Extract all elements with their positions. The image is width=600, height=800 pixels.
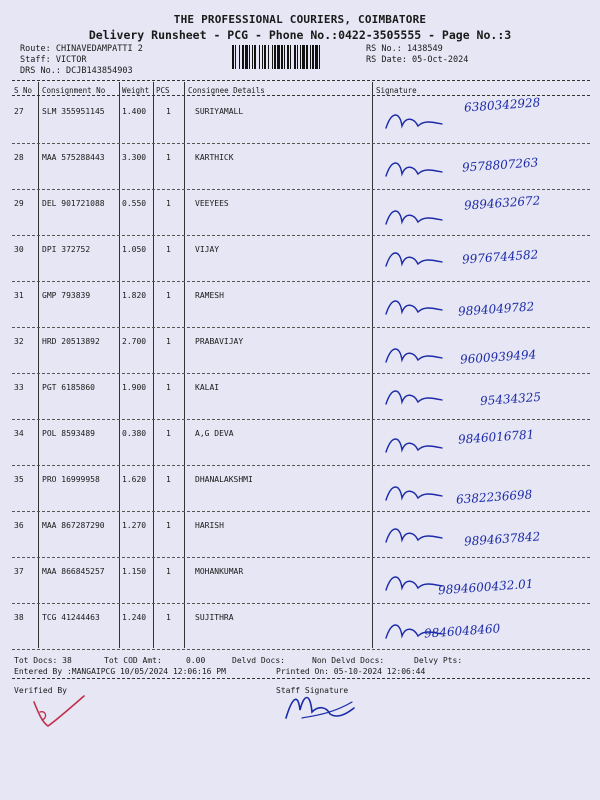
barcode-bar [259, 45, 260, 69]
barcode-bar [302, 45, 305, 69]
delivered-docs: Delvd Docs: [232, 656, 285, 665]
consignee-name: PRABAVIJAY [195, 337, 244, 346]
pieces-count: 1 [166, 153, 171, 162]
pieces-count: 1 [166, 475, 171, 484]
drs-number: DRS No.: DCJB143854903 [20, 66, 133, 76]
col-header-pcs: PCS [156, 86, 170, 95]
barcode-bar [249, 45, 250, 69]
signature-cell [372, 512, 598, 558]
barcode-bar [245, 45, 248, 69]
pieces-count: 1 [166, 337, 171, 346]
document-title: Delivery Runsheet - PCG - Phone No.:0422-3505555 - Page No.:3 [88, 28, 512, 42]
consignment-number: PRO 16999958 [42, 475, 100, 484]
signature-cell [372, 282, 598, 328]
non-delivered-docs: Non Delvd Docs: [312, 656, 385, 665]
serial-number: 37 [14, 567, 24, 576]
barcode-bar [262, 45, 263, 69]
barcode-bar [284, 45, 285, 69]
barcode-bar [235, 45, 236, 69]
pieces-count: 1 [166, 245, 171, 254]
weight-value: 2.700 [122, 337, 147, 346]
barcode-bar [281, 45, 283, 69]
col-header-weight: Weight [122, 86, 150, 95]
serial-number: 29 [14, 199, 24, 208]
consignment-number: GMP 793839 [42, 291, 91, 300]
pieces-count: 1 [166, 107, 171, 116]
weight-value: 0.550 [122, 199, 147, 208]
signature-phone: 9846048460 [423, 621, 501, 641]
consignee-name: VEEYEES [195, 199, 229, 208]
consignment-number: MAA 866845257 [42, 567, 105, 576]
signature-phone: 9894637842 [463, 529, 541, 549]
barcode-bar [297, 45, 298, 69]
barcode-bar [319, 45, 320, 69]
col-header-sno: S No [14, 86, 33, 95]
weight-value: 1.820 [122, 291, 147, 300]
col-header-consignment: Consignment No [42, 86, 106, 95]
serial-number: 32 [14, 337, 24, 346]
pieces-count: 1 [166, 429, 171, 438]
barcode-bar [264, 45, 266, 69]
signature-cell [372, 420, 598, 466]
total-docs: Tot Docs: 38 [14, 656, 72, 665]
rs-number: RS No.: 1438549 [366, 44, 443, 54]
barcode-bar [239, 45, 240, 69]
weight-value: 1.900 [122, 383, 147, 392]
serial-number: 27 [14, 107, 24, 116]
table-row [0, 420, 600, 466]
weight-value: 3.300 [122, 153, 147, 162]
serial-number: 33 [14, 383, 24, 392]
serial-number: 34 [14, 429, 24, 438]
serial-number: 30 [14, 245, 24, 254]
col-header-consignee: Consignee Details [188, 86, 265, 95]
weight-value: 1.620 [122, 475, 147, 484]
signature-cell [372, 328, 598, 374]
consignee-name: VIJAY [195, 245, 220, 254]
serial-number: 31 [14, 291, 24, 300]
weight-value: 1.240 [122, 613, 147, 622]
consignment-number: HRD 20513892 [42, 337, 100, 346]
signature-cell [372, 190, 598, 236]
consignment-number: TCG 41244463 [42, 613, 100, 622]
barcode-bar [290, 45, 291, 69]
consignment-number: MAA 575288443 [42, 153, 105, 162]
barcode-bar [300, 45, 301, 69]
signature-cell [372, 95, 598, 144]
weight-value: 0.380 [122, 429, 147, 438]
signature-cell [372, 236, 598, 282]
signature-cell [372, 466, 598, 512]
consignee-name: SURIYAMALL [195, 107, 244, 116]
consignment-number: PGT 6185860 [42, 383, 95, 392]
verified-by-label: Verified By [14, 686, 67, 695]
column-header-divider [12, 95, 590, 96]
serial-number: 36 [14, 521, 24, 530]
delivery-points: Delvy Pts: [414, 656, 463, 665]
table-row [0, 95, 600, 144]
consignment-number: SLM 355951145 [42, 107, 105, 116]
barcode-bar [277, 45, 280, 69]
total-cod-label: Tot COD Amt: [104, 656, 162, 665]
table-row [0, 604, 600, 650]
signature-cell [372, 144, 598, 190]
signature-phone: 6382236698 [455, 487, 533, 507]
consignment-number: POL 8593489 [42, 429, 95, 438]
signature-phone: 9894049782 [457, 299, 535, 319]
verification-tick-mark [28, 692, 88, 734]
barcode-bar [254, 45, 256, 69]
company-name: THE PROFESSIONAL COURIERS, COIMBATORE [173, 13, 427, 26]
barcode-bar [268, 45, 269, 69]
barcode-bar [310, 45, 311, 69]
consignment-number: MAA 867287290 [42, 521, 105, 530]
consignee-name: A,G DEVA [195, 429, 234, 438]
entered-by: Entered By :MANGAIPCG 10/05/2024 12:06:16 PM [14, 667, 226, 676]
barcode-bar [274, 45, 276, 69]
consignee-name: DHANALAKSHMI [195, 475, 253, 484]
table-row [0, 190, 600, 236]
pieces-count: 1 [166, 613, 171, 622]
total-cod-amount: 0.00 [186, 656, 206, 665]
route-label: Route: CHINAVEDAMPATTI 2 [20, 44, 143, 54]
barcode-bar [306, 45, 308, 69]
consignee-name: RAMESH [195, 291, 224, 300]
staff-label: Staff: VICTOR [20, 55, 87, 65]
signature-phone: 9578807263 [461, 155, 539, 175]
barcode-bar [315, 45, 318, 69]
table-row [0, 282, 600, 328]
table-row [0, 466, 600, 512]
barcode [232, 45, 360, 69]
signature-cell [372, 604, 598, 650]
barcode-bar [242, 45, 244, 69]
signature-phone: 9600939494 [459, 347, 537, 367]
signature-phone: 9894632672 [463, 193, 541, 213]
barcode-bar [272, 45, 273, 69]
consignee-name: HARISH [195, 521, 224, 530]
footer-divider [12, 678, 590, 679]
consignee-name: SUJITHRA [195, 613, 234, 622]
rs-date: RS Date: 05-Oct-2024 [366, 55, 469, 65]
col-header-signature: Signature [376, 86, 417, 95]
serial-number: 35 [14, 475, 24, 484]
weight-value: 1.400 [122, 107, 147, 116]
row-divider [12, 649, 590, 650]
weight-value: 1.150 [122, 567, 147, 576]
pieces-count: 1 [166, 291, 171, 300]
pieces-count: 1 [166, 199, 171, 208]
header-divider [12, 80, 590, 81]
pieces-count: 1 [166, 521, 171, 530]
signature-phone: 6380342928 [463, 95, 541, 115]
signature-scribble [372, 466, 598, 512]
consignee-name: KALAI [195, 383, 220, 392]
pieces-count: 1 [166, 567, 171, 576]
barcode-bar [287, 45, 289, 69]
barcode-bar [312, 45, 314, 69]
weight-value: 1.270 [122, 521, 147, 530]
table-row [0, 512, 600, 558]
table-row [0, 374, 600, 420]
signature-cell [372, 374, 598, 420]
consignee-name: MOHANKUMAR [195, 567, 244, 576]
table-row [0, 558, 600, 604]
printed-on: Printed On: 05-10-2024 12:06:44 [276, 667, 426, 676]
table-row [0, 144, 600, 190]
consignee-name: KARTHICK [195, 153, 234, 162]
consignment-number: DEL 901721088 [42, 199, 105, 208]
signature-phone: 95434325 [479, 389, 542, 409]
table-row [0, 328, 600, 374]
staff-signature-mark [282, 688, 362, 724]
signature-phone: 9846016781 [457, 427, 535, 447]
signature-phone: 9894600432.01 [437, 576, 534, 598]
barcode-bar [294, 45, 296, 69]
table-row [0, 236, 600, 282]
serial-number: 38 [14, 613, 24, 622]
staff-signature-label: Staff Signature [276, 686, 349, 695]
barcode-bar [252, 45, 253, 69]
barcode-bar [232, 45, 234, 69]
serial-number: 28 [14, 153, 24, 162]
signature-cell [372, 558, 598, 604]
pieces-count: 1 [166, 383, 171, 392]
signature-phone: 9976744582 [461, 247, 539, 267]
consignment-number: DPI 372752 [42, 245, 91, 254]
weight-value: 1.050 [122, 245, 147, 254]
